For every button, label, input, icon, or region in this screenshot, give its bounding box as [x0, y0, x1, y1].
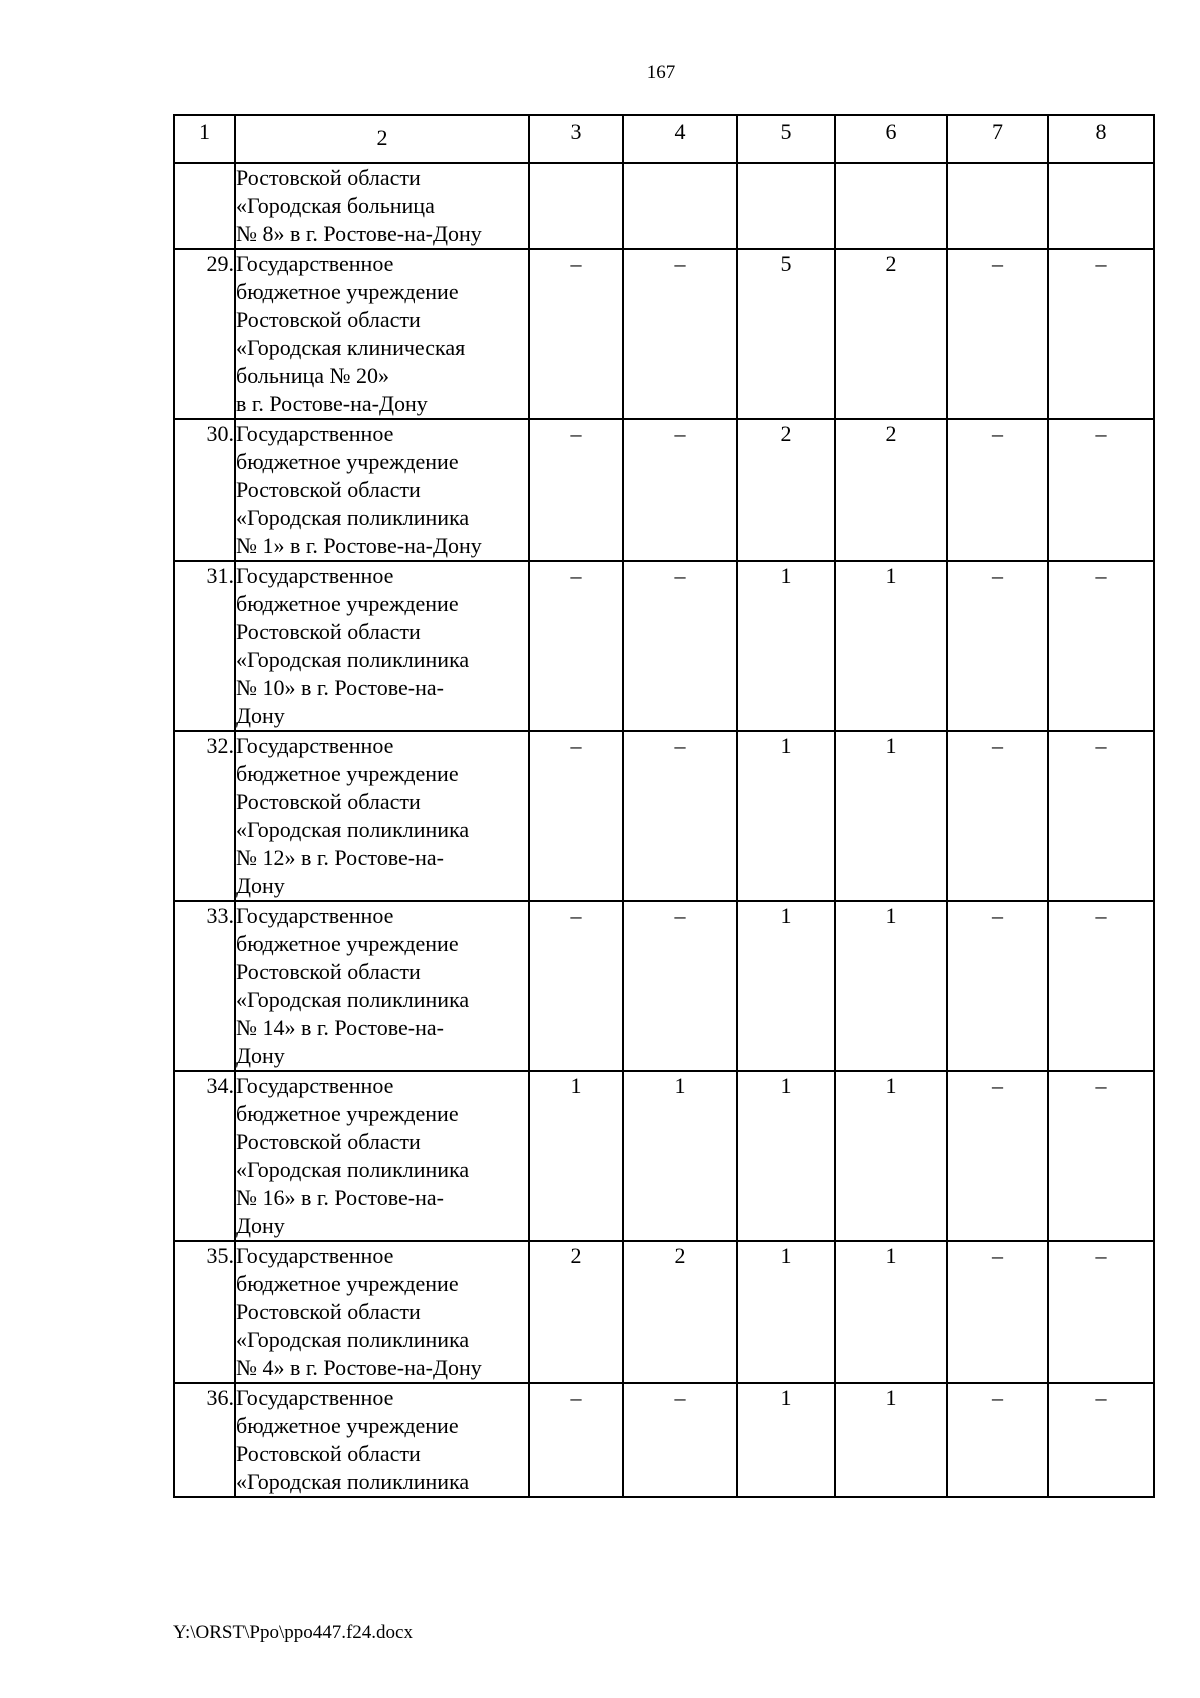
row-number: [174, 163, 235, 249]
value-cell-col-5: 2: [737, 419, 835, 561]
institution-name: Государственное бюджетное учреждение Ростовской области «Городская поликлиника № 10» в г. Ростове-на- Дону: [235, 561, 529, 731]
table-row: [174, 163, 1154, 249]
footer-file-path: Y:\ORST\Ppo\ppo447.f24.docx: [173, 1622, 413, 1643]
value-cell-col-4: 2: [623, 1241, 737, 1383]
value-cell-col-8: –: [1048, 901, 1154, 1071]
value-cell-col-5: 1: [737, 1383, 835, 1497]
header-row: [174, 115, 1154, 163]
row-number: 31.: [174, 561, 235, 731]
row-number: 35.: [174, 1241, 235, 1383]
value-cell-col-5: 1: [737, 731, 835, 901]
value-cell-col-7: –: [947, 1071, 1048, 1241]
value-cell-col-8: [1048, 163, 1154, 249]
value-cell-col-4: –: [623, 561, 737, 731]
page-number: 167: [646, 62, 676, 83]
value-cell-col-7: [947, 163, 1048, 249]
value-cell-col-6: 1: [835, 1071, 947, 1241]
row-number: 36.: [174, 1383, 235, 1497]
value-cell-col-3: –: [529, 901, 623, 1071]
header-cell-5: 5: [737, 115, 835, 163]
data-table: [173, 114, 1155, 1498]
value-cell-col-4: 1: [623, 1071, 737, 1241]
table-row: [174, 419, 1154, 561]
value-cell-col-4: [623, 163, 737, 249]
table-row: [174, 1241, 1154, 1383]
value-cell-col-6: 1: [835, 901, 947, 1071]
table-row: [174, 1071, 1154, 1241]
header-cell-4: 4: [623, 115, 737, 163]
institution-name: Ростовской области «Городская больница № 8» в г. Ростове-на-Дону: [235, 163, 529, 249]
table-row: [174, 249, 1154, 419]
value-cell-col-4: –: [623, 901, 737, 1071]
header-cell-8: 8: [1048, 115, 1154, 163]
value-cell-col-7: –: [947, 901, 1048, 1071]
value-cell-col-6: 1: [835, 561, 947, 731]
table-row: [174, 561, 1154, 731]
row-number: 33.: [174, 901, 235, 1071]
value-cell-col-7: –: [947, 1383, 1048, 1497]
value-cell-col-6: 1: [835, 1383, 947, 1497]
institution-name: Государственное бюджетное учреждение Ростовской области «Городская поликлиника № 14» в г. Ростове-на- Дону: [235, 901, 529, 1071]
value-cell-col-3: –: [529, 419, 623, 561]
value-cell-col-3: 1: [529, 1071, 623, 1241]
institution-name: Государственное бюджетное учреждение Ростовской области «Городская поликлиника № 16» в г. Ростове-на- Дону: [235, 1071, 529, 1241]
row-number: 32.: [174, 731, 235, 901]
value-cell-col-5: 1: [737, 561, 835, 731]
value-cell-col-8: –: [1048, 1241, 1154, 1383]
value-cell-col-5: 1: [737, 1241, 835, 1383]
value-cell-col-3: 2: [529, 1241, 623, 1383]
value-cell-col-3: [529, 163, 623, 249]
header-cell-2: 2: [235, 115, 529, 163]
institution-name: Государственное бюджетное учреждение Ростовской области «Городская поликлиника № 1» в г. Ростове-на-Дону: [235, 419, 529, 561]
value-cell-col-7: –: [947, 1241, 1048, 1383]
value-cell-col-4: –: [623, 249, 737, 419]
row-number: 29.: [174, 249, 235, 419]
value-cell-col-8: –: [1048, 731, 1154, 901]
value-cell-col-8: –: [1048, 1071, 1154, 1241]
value-cell-col-5: 1: [737, 1071, 835, 1241]
institution-name: Государственное бюджетное учреждение Ростовской области «Городская поликлиника № 4» в г. Ростове-на-Дону: [235, 1241, 529, 1383]
value-cell-col-8: –: [1048, 419, 1154, 561]
value-cell-col-6: 1: [835, 1241, 947, 1383]
row-number: 30.: [174, 419, 235, 561]
value-cell-col-3: –: [529, 561, 623, 731]
institution-name: Государственное бюджетное учреждение Ростовской области «Городская поликлиника: [235, 1383, 529, 1497]
header-cell-7: 7: [947, 115, 1048, 163]
value-cell-col-5: [737, 163, 835, 249]
table-row: [174, 901, 1154, 1071]
value-cell-col-3: –: [529, 249, 623, 419]
table-row: [174, 731, 1154, 901]
value-cell-col-6: [835, 163, 947, 249]
value-cell-col-8: –: [1048, 1383, 1154, 1497]
value-cell-col-5: 1: [737, 901, 835, 1071]
value-cell-col-4: –: [623, 1383, 737, 1497]
value-cell-col-7: –: [947, 731, 1048, 901]
institution-name: Государственное бюджетное учреждение Ростовской области «Городская поликлиника № 12» в г. Ростове-на- Дону: [235, 731, 529, 901]
value-cell-col-4: –: [623, 731, 737, 901]
value-cell-col-4: –: [623, 419, 737, 561]
value-cell-col-3: –: [529, 1383, 623, 1497]
institution-name: Государственное бюджетное учреждение Ростовской области «Городская клиническая больница № 20» в г. Ростове-на-Дону: [235, 249, 529, 419]
value-cell-col-8: –: [1048, 249, 1154, 419]
value-cell-col-3: –: [529, 731, 623, 901]
header-cell-1: 1: [174, 115, 235, 163]
value-cell-col-7: –: [947, 561, 1048, 731]
value-cell-col-6: 2: [835, 419, 947, 561]
header-cell-6: 6: [835, 115, 947, 163]
value-cell-col-5: 5: [737, 249, 835, 419]
value-cell-col-6: 1: [835, 731, 947, 901]
table-row: [174, 1383, 1154, 1497]
value-cell-col-6: 2: [835, 249, 947, 419]
value-cell-col-7: –: [947, 249, 1048, 419]
header-cell-3: 3: [529, 115, 623, 163]
row-number: 34.: [174, 1071, 235, 1241]
value-cell-col-8: –: [1048, 561, 1154, 731]
value-cell-col-7: –: [947, 419, 1048, 561]
